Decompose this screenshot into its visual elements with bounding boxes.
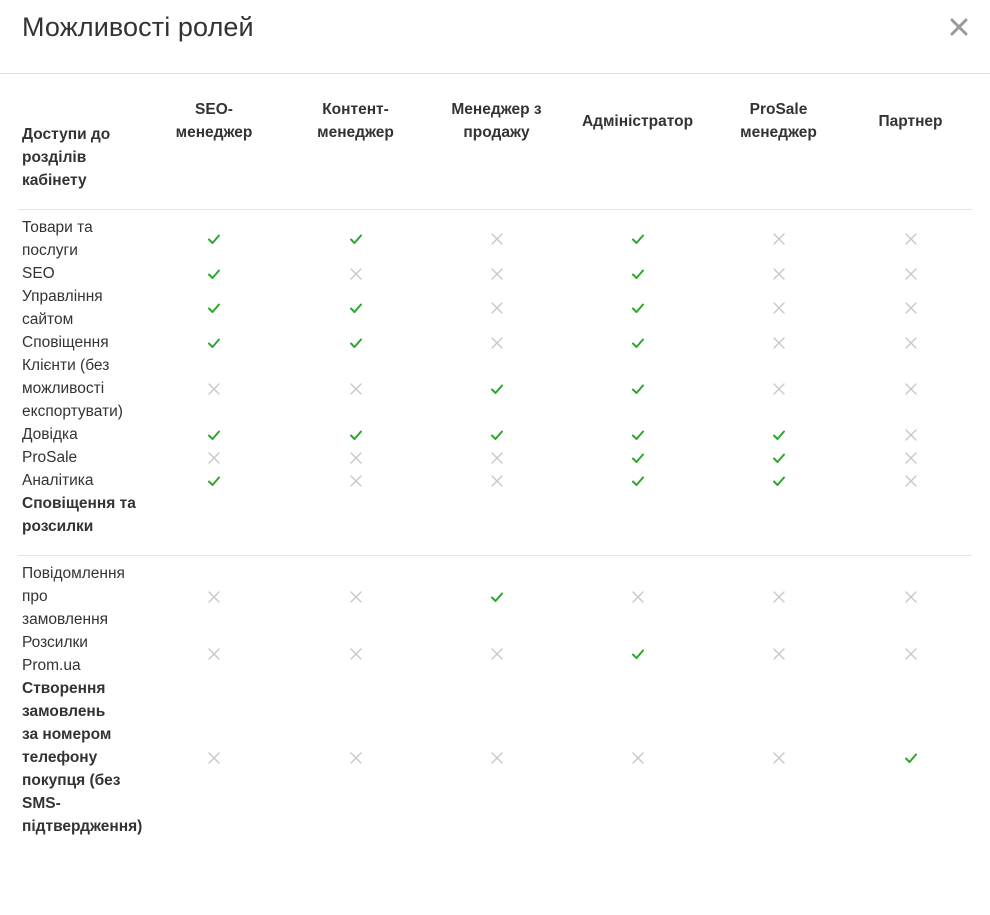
text-line: SEO- (195, 101, 233, 118)
check-icon (631, 647, 645, 661)
text-line: Сповіщення (22, 334, 109, 351)
table-row (18, 331, 972, 354)
permission-cell (567, 262, 708, 285)
text-line: Менеджер з (451, 101, 542, 118)
row-label (18, 262, 143, 285)
permission-cell (708, 446, 849, 469)
table-row (18, 262, 972, 285)
check-icon (207, 267, 221, 281)
cross-icon (904, 647, 918, 661)
text-line: замовлення (22, 611, 109, 628)
cross-icon (490, 474, 504, 488)
text-line: сайтом (22, 311, 74, 328)
permission-cell (708, 354, 849, 423)
text-line: ProSale (22, 449, 78, 466)
row-label (18, 631, 143, 677)
permission-cell (143, 631, 285, 677)
spacer-row (18, 538, 972, 555)
permission-cell (426, 446, 567, 469)
table-row (18, 216, 972, 262)
cross-icon (490, 647, 504, 661)
text-line: за номером (22, 726, 112, 743)
text-line: ProSale (749, 101, 808, 118)
permission-cell (285, 216, 426, 262)
permission-cell (567, 631, 708, 677)
cross-icon (904, 232, 918, 246)
permission-cell (849, 469, 972, 492)
cross-icon (349, 382, 363, 396)
check-icon (490, 590, 504, 604)
role-header (849, 98, 972, 192)
text-line: покупця (без (22, 772, 121, 789)
check-icon (904, 751, 918, 765)
role-header (285, 98, 426, 192)
check-icon (207, 301, 221, 315)
permission-cell (426, 423, 567, 446)
permission-cell (567, 285, 708, 331)
permission-cell (285, 354, 426, 423)
cross-icon (349, 451, 363, 465)
text-line: про (22, 588, 48, 605)
cross-icon (772, 382, 786, 396)
permission-cell (143, 262, 285, 285)
text-line: SEO (22, 265, 55, 282)
permission-cell (143, 354, 285, 423)
text-line: замовлень (22, 703, 106, 720)
section-title (18, 98, 143, 192)
table-row (18, 285, 972, 331)
text-line: продажу (463, 124, 530, 141)
permission-cell (567, 423, 708, 446)
cross-icon (904, 267, 918, 281)
permission-cell (143, 331, 285, 354)
text-line: Товари та (22, 219, 93, 236)
check-icon (349, 336, 363, 350)
row-label (18, 331, 143, 354)
permission-cell (849, 285, 972, 331)
cross-icon (772, 590, 786, 604)
permission-cell (849, 331, 972, 354)
permission-cell (143, 216, 285, 262)
cross-icon (904, 474, 918, 488)
text-line: телефону (22, 749, 98, 766)
table-row (18, 469, 972, 492)
permission-cell (567, 331, 708, 354)
permission-cell (426, 469, 567, 492)
permission-cell (567, 469, 708, 492)
check-icon (490, 382, 504, 396)
cross-icon (490, 232, 504, 246)
section-title (18, 492, 972, 538)
permission-cell (708, 331, 849, 354)
text-line: Сповіщення та (22, 495, 136, 512)
text-line: менеджер (317, 124, 394, 141)
text-line: Prom.ua (22, 657, 81, 674)
permission-cell (143, 446, 285, 469)
permission-cell (708, 423, 849, 446)
permission-cell (708, 469, 849, 492)
check-icon (631, 301, 645, 315)
permission-cell (567, 216, 708, 262)
cross-icon (490, 751, 504, 765)
role-header (567, 98, 708, 192)
text-line: можливості (22, 380, 105, 397)
permission-cell (143, 677, 285, 838)
cross-icon (207, 451, 221, 465)
permission-cell (849, 677, 972, 838)
role-header (426, 98, 567, 192)
cross-icon (904, 301, 918, 315)
cross-icon (631, 590, 645, 604)
check-icon (631, 382, 645, 396)
table-row (18, 354, 972, 423)
check-icon (631, 232, 645, 246)
cross-icon (631, 751, 645, 765)
table-row (18, 446, 972, 469)
text-line: послуги (22, 242, 78, 259)
permission-cell (285, 469, 426, 492)
spacer-row (18, 192, 972, 209)
permission-cell (426, 285, 567, 331)
cross-icon (490, 267, 504, 281)
row-label (18, 446, 143, 469)
text-line: розсилки (22, 518, 94, 535)
permission-cell (285, 631, 426, 677)
permission-cell (285, 562, 426, 631)
text-line: розділів кабінету (22, 149, 87, 189)
permission-cell (708, 677, 849, 838)
check-icon (772, 451, 786, 465)
permission-cell (426, 562, 567, 631)
text-line: Створення (22, 680, 106, 697)
permission-cell (849, 562, 972, 631)
table-row (18, 631, 972, 677)
cross-icon (349, 590, 363, 604)
cross-icon (207, 382, 221, 396)
permission-cell (849, 262, 972, 285)
cross-icon (904, 451, 918, 465)
text-line: Адміністратор (581, 113, 694, 130)
permission-cell (143, 285, 285, 331)
dialog-title: Можливості ролей (22, 12, 254, 42)
header-row (18, 98, 972, 192)
text-line: Розсилки (22, 634, 88, 651)
permission-cell (285, 446, 426, 469)
roles-table (18, 98, 972, 838)
check-icon (631, 474, 645, 488)
role-header (143, 98, 285, 192)
permission-cell (143, 562, 285, 631)
row-label (18, 677, 143, 838)
permission-cell (426, 216, 567, 262)
check-icon (631, 428, 645, 442)
permission-cell (426, 631, 567, 677)
cross-icon (207, 590, 221, 604)
cross-icon (349, 474, 363, 488)
table-row (18, 677, 972, 838)
text-line: менеджер (175, 124, 253, 141)
cross-icon (772, 232, 786, 246)
cross-icon (904, 382, 918, 396)
permission-cell (708, 285, 849, 331)
section-header-row (18, 492, 972, 538)
table-row (18, 423, 972, 446)
text-line: Клієнти (без (22, 357, 110, 374)
cross-icon (490, 451, 504, 465)
cross-icon (772, 267, 786, 281)
text-line: менеджер (740, 124, 817, 141)
permission-cell (567, 677, 708, 838)
cross-icon (349, 751, 363, 765)
cross-icon (207, 751, 221, 765)
permission-cell (426, 354, 567, 423)
check-icon (631, 336, 645, 350)
check-icon (772, 474, 786, 488)
row-label (18, 354, 143, 423)
permission-cell (143, 469, 285, 492)
permission-cell (567, 562, 708, 631)
text-line: Доступи до (22, 126, 111, 143)
text-line: Управління (22, 288, 103, 305)
row-label (18, 216, 143, 262)
text-line: Партнер (878, 113, 943, 130)
permission-cell (708, 216, 849, 262)
close-icon[interactable] (948, 16, 970, 38)
cross-icon (904, 590, 918, 604)
cross-icon (772, 301, 786, 315)
permission-cell (849, 423, 972, 446)
permission-cell (708, 262, 849, 285)
cross-icon (207, 647, 221, 661)
permission-cell (849, 446, 972, 469)
cross-icon (772, 751, 786, 765)
check-icon (631, 451, 645, 465)
permission-cell (426, 677, 567, 838)
cross-icon (772, 336, 786, 350)
text-line: Довідка (22, 426, 78, 443)
check-icon (349, 301, 363, 315)
cross-icon (772, 647, 786, 661)
check-icon (349, 232, 363, 246)
check-icon (207, 232, 221, 246)
permission-cell (426, 262, 567, 285)
role-header (708, 98, 849, 192)
row-label (18, 423, 143, 446)
permission-cell (285, 677, 426, 838)
permission-cell (285, 423, 426, 446)
check-icon (207, 336, 221, 350)
cross-icon (349, 267, 363, 281)
row-label (18, 562, 143, 631)
text-line: Аналітика (22, 472, 94, 489)
dialog-header (0, 0, 990, 74)
permission-cell (285, 262, 426, 285)
permission-cell (285, 285, 426, 331)
permission-cell (849, 216, 972, 262)
permission-cell (849, 354, 972, 423)
cross-icon (490, 301, 504, 315)
row-label (18, 285, 143, 331)
row-label (18, 469, 143, 492)
check-icon (207, 474, 221, 488)
permission-cell (708, 631, 849, 677)
table-row (18, 562, 972, 631)
cross-icon (904, 336, 918, 350)
cross-icon (904, 428, 918, 442)
permission-cell (567, 354, 708, 423)
check-icon (772, 428, 786, 442)
permission-cell (849, 631, 972, 677)
check-icon (349, 428, 363, 442)
check-icon (631, 267, 645, 281)
permission-cell (143, 423, 285, 446)
text-line: SMS- (22, 795, 61, 812)
permission-cell (426, 331, 567, 354)
check-icon (490, 428, 504, 442)
permission-cell (285, 331, 426, 354)
check-icon (207, 428, 221, 442)
cross-icon (490, 336, 504, 350)
text-line: Повідомлення (22, 565, 125, 582)
permission-cell (567, 446, 708, 469)
permission-cell (708, 562, 849, 631)
cross-icon (349, 647, 363, 661)
text-line: експортувати) (22, 403, 123, 420)
text-line: Контент- (322, 101, 389, 118)
text-line: підтвердження) (22, 818, 143, 835)
